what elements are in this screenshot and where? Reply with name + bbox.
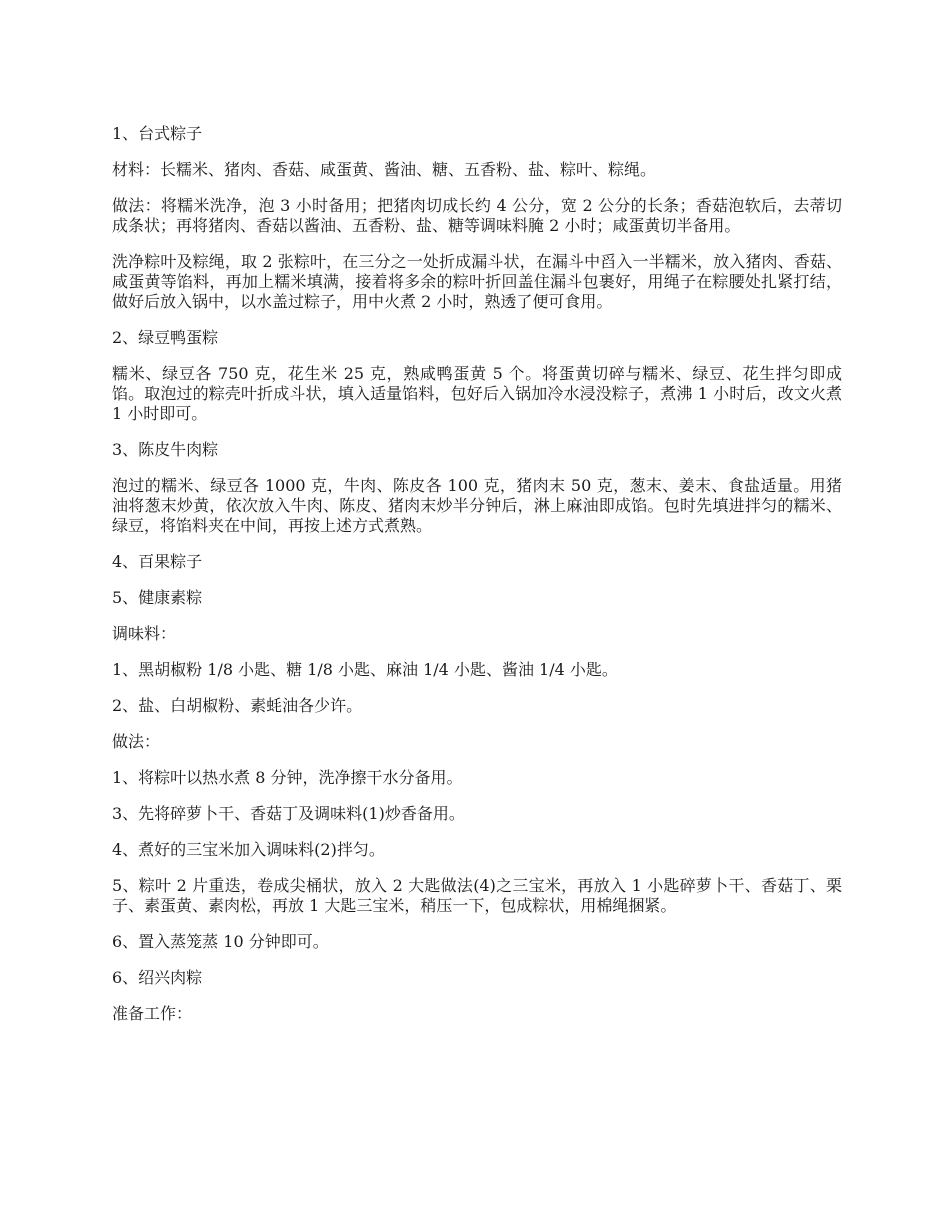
- heading-tangerine-beef-zongzi: 3、陈皮牛肉粽: [112, 440, 219, 459]
- heading-mungbean-duckegg-zongzi: 2、绿豆鸭蛋粽: [112, 328, 219, 347]
- label-method: 做法：: [112, 732, 161, 751]
- document-page: [112, 124, 842, 1040]
- heading-shaoxing-pork-zongzi: 6、绍兴肉粽: [112, 968, 203, 987]
- paragraph-ingredients: 材料：长糯米、猪肉、香菇、咸蛋黄、酱油、糖、五香粉、盐、粽叶、粽绳。: [112, 160, 657, 179]
- heading-mixed-fruit-zongzi: 4、百果粽子: [112, 552, 203, 571]
- seasoning-item-2: 2、盐、白胡椒粉、素蚝油各少许。: [112, 696, 363, 715]
- paragraph-beef-recipe: 泡过的糯米、绿豆各 1000 克，牛肉、陈皮各 100 克，猪肉末 50 克，葱末、姜末、食盐适量。用猪油将葱末炒黄，依次放入牛肉、陈皮、猪肉末炒半分钟后，淋上麻油即成馅。包时先填进拌匀的糯米、绿豆，将馅料夹在中间，再按上述方式煮熟。: [112, 476, 842, 535]
- paragraph-mungbean-recipe: 糯米、绿豆各 750 克，花生米 25 克，熟咸鸭蛋黄 5 个。将蛋黄切碎与糯米、绿豆、花生拌匀即成馅。取泡过的粽壳叶折成斗状，填入适量馅料，包好后入锅加冷水浸没粽子，煮沸 1 小时后，改文火煮 1 小时即可。: [112, 364, 842, 423]
- paragraph-method: 做法：将糯米洗净，泡 3 小时备用；把猪肉切成长约 4 公分，宽 2 公分的长条；香菇泡软后，去蒂切成条状；再将猪肉、香菇以酱油、五香粉、盐、糖等调味料腌 2 小时；咸蛋黄切半备用。: [112, 196, 842, 235]
- heading-healthy-veg-zongzi: 5、健康素粽: [112, 588, 203, 607]
- method-step-4: 4、煮好的三宝米加入调味料(2)拌匀。: [112, 840, 385, 859]
- method-step-5: 5、粽叶 2 片重迭，卷成尖桶状，放入 2 大匙做法(4)之三宝米，再放入 1 小匙碎萝卜干、香菇丁、栗子、素蛋黄、素肉松，再放 1 大匙三宝米，稍压一下，包成粽状，用棉绳捆紧。: [112, 876, 842, 915]
- heading-taiwan-zongzi: 1、台式粽子: [112, 124, 203, 143]
- method-step-3: 3、先将碎萝卜干、香菇丁及调味料(1)炒香备用。: [112, 804, 465, 823]
- method-step-6: 6、置入蒸笼蒸 10 分钟即可。: [112, 932, 329, 951]
- label-seasoning: 调味料：: [112, 624, 177, 643]
- method-step-1: 1、将粽叶以热水煮 8 分钟，洗净擦干水分备用。: [112, 768, 463, 787]
- seasoning-item-1: 1、黑胡椒粉 1/8 小匙、糖 1/8 小匙、麻油 1/4 小匙、酱油 1/4 小匙。: [112, 660, 618, 679]
- paragraph-wrapping: 洗净粽叶及粽绳，取 2 张粽叶，在三分之一处折成漏斗状，在漏斗中舀入一半糯米，放入猪肉、香菇、咸蛋黄等馅料，再加上糯米填满，接着将多余的粽叶折回盖住漏斗包裹好，用绳子在粽腰处扎紧打结，做好后放入锅中，以水盖过粽子，用中火煮 2 小时，熟透了便可食用。: [112, 252, 842, 311]
- label-preparation: 准备工作：: [112, 1004, 193, 1023]
